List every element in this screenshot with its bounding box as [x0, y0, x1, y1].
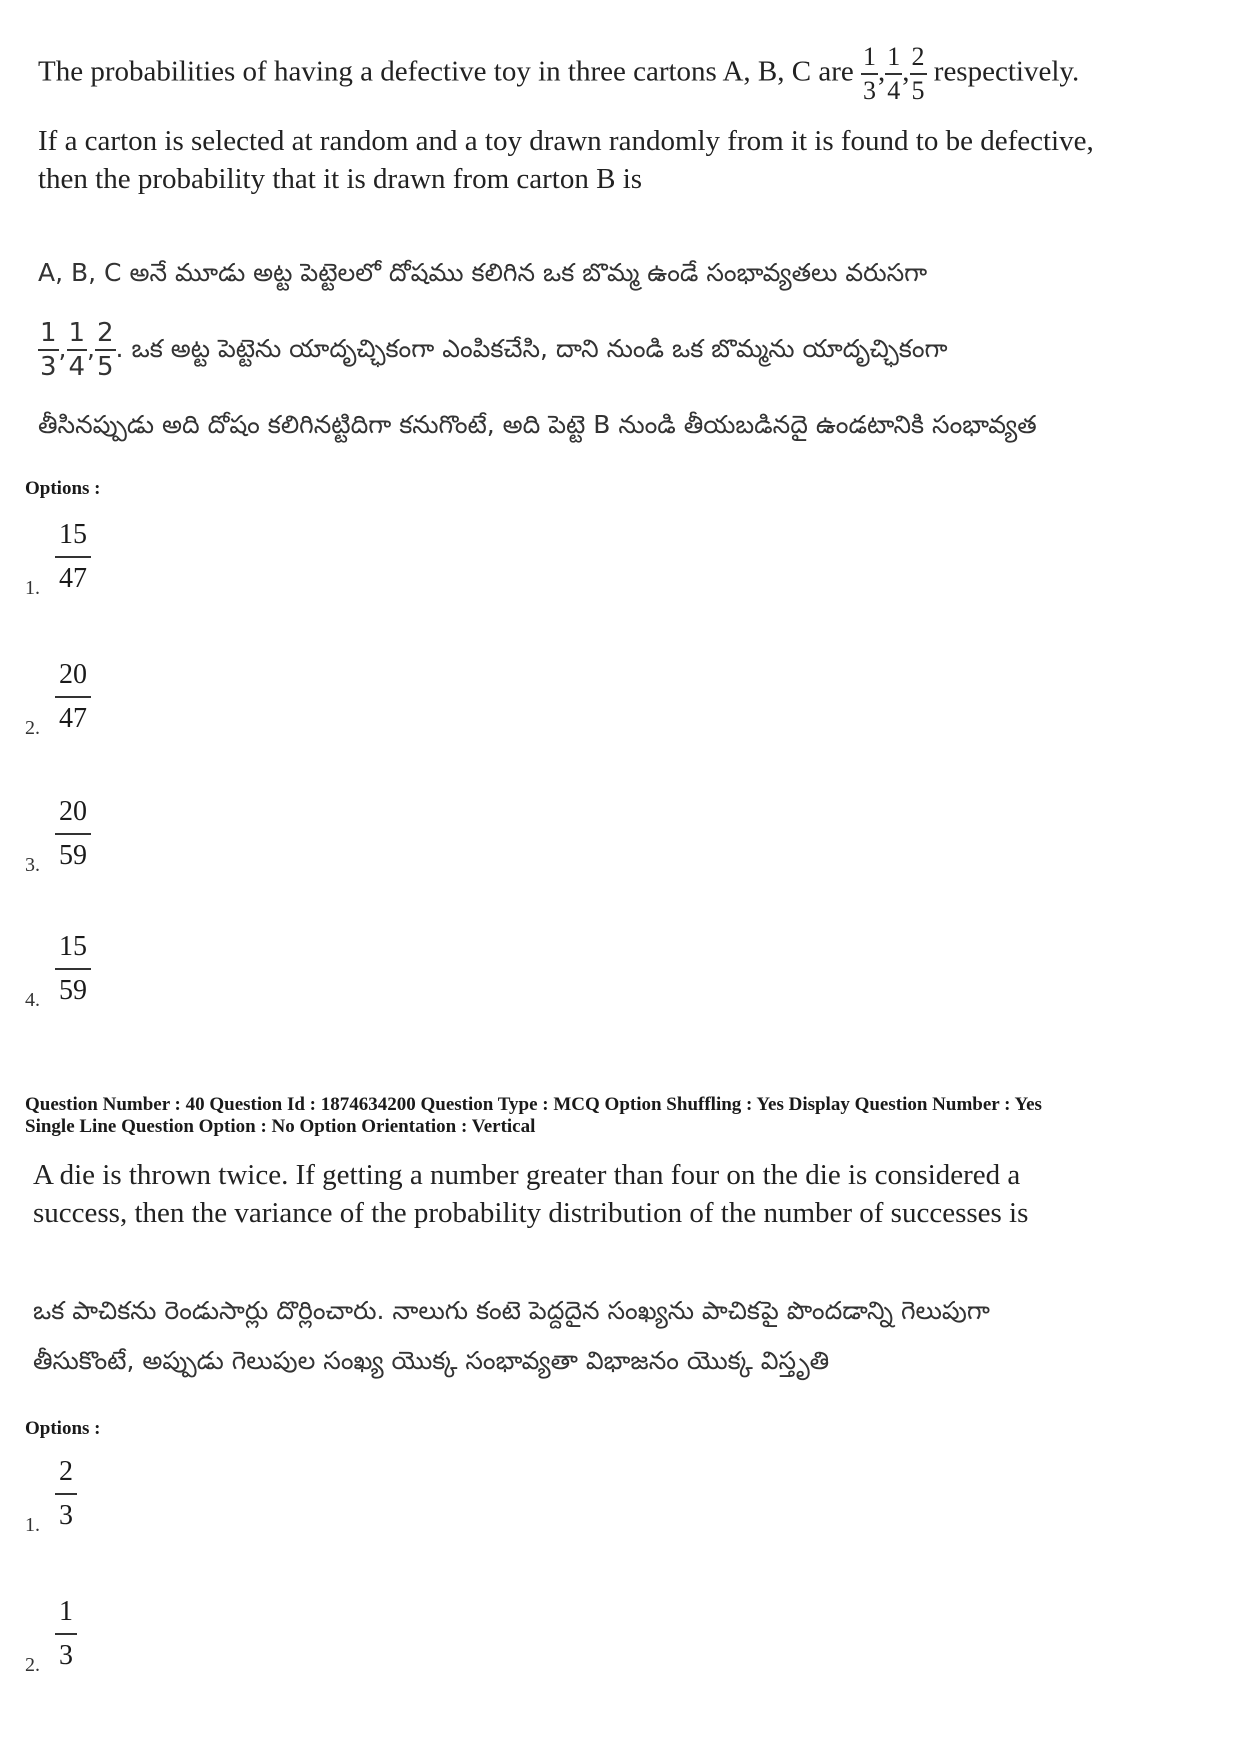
q40-option-2[interactable] [25, 1592, 145, 1682]
option-fraction [55, 792, 91, 876]
fraction-bar [67, 349, 88, 351]
fraction-numerator: 15 [59, 931, 87, 962]
option-fraction [55, 1452, 77, 1536]
fraction-denominator: 3 [59, 1500, 73, 1531]
q39-prob-fraction-b [885, 42, 902, 106]
q39-english-line-3: then the probability that it is drawn from carton B is [38, 163, 643, 195]
fraction-numerator: 1 [887, 42, 901, 71]
fraction-bar [861, 73, 878, 75]
q39-te-fraction-c [95, 318, 116, 382]
q39-telugu-line-1: A, B, C అనే మూడు అట్ట పెట్టెలలో దోషము కలిగిన ఒక బొమ్మ ఉండే సంభావ్యతలు వరుసగా [38, 258, 928, 287]
fraction-denominator: 5 [97, 352, 114, 382]
q39-option-2[interactable] [25, 655, 145, 745]
fraction-bar [55, 556, 91, 558]
q40-meta-line-1: Question Number : 40 Question Id : 1874634200 Question Type : MCQ Option Shuffling : Yes Display Question Number : Yes [25, 1094, 1042, 1115]
fraction-bar [885, 73, 902, 75]
fraction-denominator: 4 [887, 76, 901, 105]
q39-option-4[interactable] [25, 927, 145, 1017]
q40-english-line-1: A die is thrown twice. If getting a number greater than four on the die is considered a [33, 1159, 1021, 1191]
q40-telugu-line-1: ఒక పాచికను రెండుసార్లు దొర్లించారు. నాలుగు కంటె పెద్దదైన సంఖ్యను పాచికపై పొందడాన్ని గెలుపుగా [33, 1296, 990, 1325]
fraction-bar [95, 349, 116, 351]
fraction-numerator: 2 [911, 42, 925, 71]
q39-te-fraction-b [67, 318, 88, 382]
fraction-bar [55, 696, 91, 698]
q39-te-fraction-a [38, 318, 59, 382]
option-fraction [55, 515, 91, 599]
fraction-denominator: 47 [59, 703, 87, 734]
fraction-numerator: 1 [40, 318, 57, 348]
fraction-numerator: 20 [59, 659, 87, 690]
option-fraction [55, 1592, 77, 1676]
q39-text-post: respectively. [933, 55, 1080, 88]
fraction-numerator: 2 [97, 318, 114, 348]
option-number: 1. [25, 577, 40, 599]
q39-english-line-2: If a carton is selected at random and a toy drawn randomly from it is found to be defective, [38, 125, 1094, 157]
fraction-numerator: 1 [863, 42, 877, 71]
q40-options-label: Options : [25, 1418, 101, 1439]
fraction-bar [55, 833, 91, 835]
q39-text-pre: The probabilities of having a defective toy in three cartons A, B, C are [38, 55, 854, 88]
fraction-denominator: 3 [40, 352, 57, 382]
fraction-denominator: 59 [59, 975, 87, 1006]
fraction-denominator: 59 [59, 840, 87, 871]
q39-options-label: Options : [25, 478, 101, 499]
q39-prob-fraction-c [910, 42, 927, 106]
option-number: 1. [25, 1514, 40, 1536]
q39-option-3[interactable] [25, 792, 145, 882]
q39-option-1[interactable] [25, 515, 145, 605]
fraction-numerator: 15 [59, 519, 87, 550]
fraction-bar [55, 1493, 77, 1495]
option-number: 3. [25, 854, 40, 876]
option-number: 2. [25, 1654, 40, 1676]
fraction-numerator: 1 [59, 1596, 73, 1627]
option-fraction [55, 655, 91, 739]
fraction-bar [55, 1633, 77, 1635]
fraction-bar [910, 73, 927, 75]
fraction-numerator: 2 [59, 1456, 73, 1487]
q40-telugu-line-2: తీసుకొంటే, అప్పుడు గెలుపుల సంఖ్య యొక్క సంభావ్యతా విభాజనం యొక్క విస్తృతి [33, 1346, 830, 1375]
q40-meta-line-2: Single Line Question Option : No Option Orientation : Vertical [25, 1116, 536, 1137]
fraction-bar [55, 968, 91, 970]
q39-telugu-line-2-text: . ఒక అట్ట పెట్టెను యాదృచ్ఛికంగా ఎంపికచేసి, దాని నుండి ఒక బొమ్మను యాదృచ్ఛికంగా [115, 334, 948, 363]
fraction-denominator: 47 [59, 563, 87, 594]
option-fraction [55, 927, 91, 1011]
q39-english-line-1: The probabilities of having a defective toy in three cartons A, B, C are $\frac{1}{3}$ , $\frac{1}{4}$ , $\frac{2}{5}$ respectively. [38, 42, 1080, 105]
fraction-denominator: 5 [911, 76, 925, 105]
fraction-denominator: 3 [59, 1640, 73, 1671]
q40-option-1[interactable] [25, 1452, 145, 1542]
q39-prob-fraction-a [861, 42, 878, 106]
q39-telugu-line-3: తీసినప్పుడు అది దోషం కలిగినట్టిదిగా కనుగొంటే, అది పెట్టె B నుండి తీయబడినదై ఉండటానికి సంభావ్యత [38, 410, 1037, 439]
fraction-denominator: 3 [863, 76, 877, 105]
option-number: 2. [25, 717, 40, 739]
fraction-bar [38, 349, 59, 351]
option-number: 4. [25, 989, 40, 1011]
fraction-numerator: 1 [68, 318, 86, 348]
fraction-denominator: 4 [68, 352, 86, 382]
q40-english-line-2: success, then the variance of the probability distribution of the number of successes is [33, 1197, 1029, 1229]
fraction-numerator: 20 [59, 796, 87, 827]
q39-telugu-line-2: $\frac{1}{3}$ , $\frac{1}{4}$ , $\frac{2}{5}$ . ఒక అట్ట పెట్టెను యాదృచ్ఛికంగా ఎంపికచేసి, దాని నుండి ఒక బొమ్మను యాదృచ్ఛికంగా [40, 318, 948, 382]
